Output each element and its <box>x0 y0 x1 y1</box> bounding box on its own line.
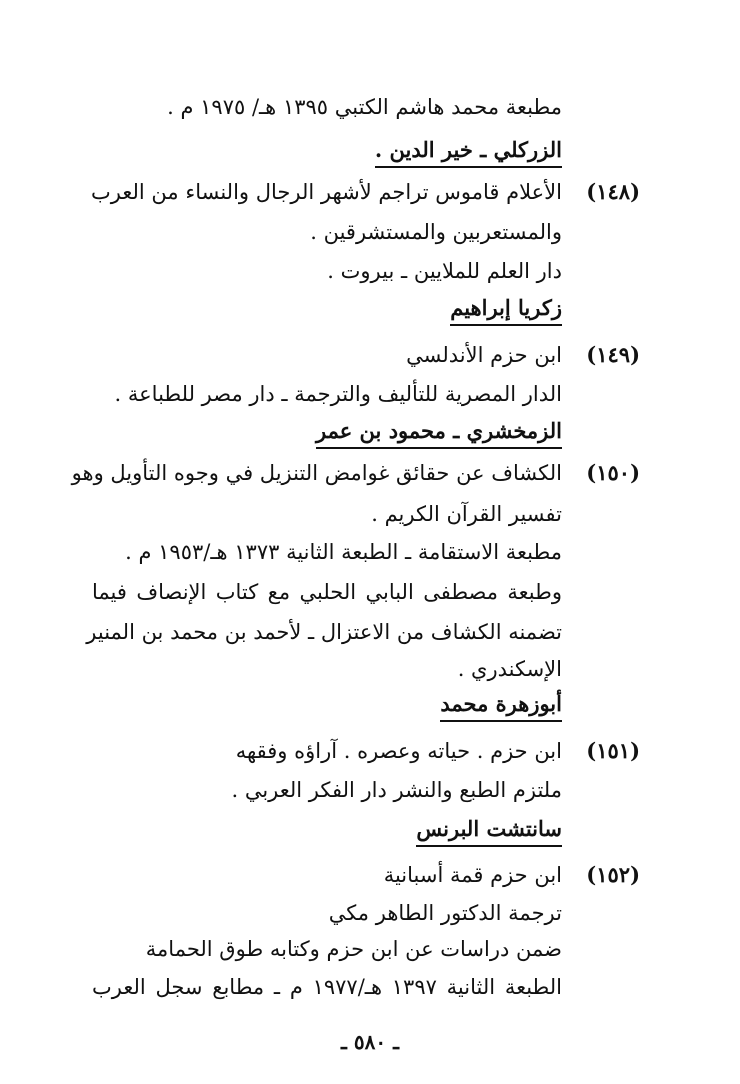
entry-150-line-3: مطبعة الاستقامة ـ الطبعة الثانية ١٣٧٣ هـ/١٩٥٣ م . <box>125 540 562 564</box>
author-heading-abu-zahra: أبوزهرة محمد <box>440 689 562 722</box>
entry-148-line-3: دار العلم للملايين ـ بيروت . <box>327 259 562 283</box>
entry-150-line-5: تضمنه الكشاف من الاعتزال ـ لأحمد بن محمد بن المنير <box>86 620 562 644</box>
entry-148-line-1: الأعلام قاموس تراجم لأشهر الرجال والنساء من العرب <box>91 180 562 204</box>
entry-148-line-2: والمستعربين والمستشرقين . <box>310 220 562 244</box>
entry-149-line-1: ابن حزم الأندلسي <box>406 343 562 367</box>
entry-150-line-2: تفسير القرآن الكريم . <box>371 502 562 526</box>
entry-151-line-1: ابن حزم . حياته وعصره . آراؤه وفقهه <box>235 739 562 763</box>
entry-number-152: (١٥٢) <box>586 862 640 887</box>
page-number: ـ ٥٨٠ ـ <box>341 1030 399 1054</box>
entry-152-line-3: ضمن دراسات عن ابن حزم وكتابه طوق الحمامة <box>145 937 562 961</box>
entry-150-line-4: وطبعة مصطفى البابي الحلبي مع كتاب الإنصاف فيما <box>92 580 562 604</box>
entry-number-149: (١٤٩) <box>586 342 640 367</box>
entry-149-line-2: الدار المصرية للتأليف والترجمة ـ دار مصر للطباعة . <box>114 382 562 406</box>
entry-152-line-4: الطبعة الثانية ١٣٩٧ هـ/١٩٧٧ م ـ مطابع سجل العرب <box>92 975 563 999</box>
author-heading-sanchez: سانتشت البرنس <box>416 814 562 847</box>
entry-150-line-6: الإسكندري . <box>457 657 562 681</box>
entry-number-148: (١٤٨) <box>586 179 640 204</box>
continuation-line: مطبعة محمد هاشم الكتبي ١٣٩٥ هـ/ ١٩٧٥ م . <box>167 95 562 119</box>
entry-number-151: (١٥١) <box>586 738 640 763</box>
entry-number-150: (١٥٠) <box>586 460 640 485</box>
author-heading-zirikli: الزركلي ـ خير الدين . <box>375 135 562 168</box>
entry-151-line-2: ملتزم الطبع والنشر دار الفكر العربي . <box>231 778 562 802</box>
entry-152-line-2: ترجمة الدكتور الطاهر مكي <box>328 901 562 925</box>
entry-152-line-1: ابن حزم قمة أسبانية <box>383 863 562 887</box>
entry-150-line-1: الكشاف عن حقائق غوامض التنزيل في وجوه التأويل وهو <box>71 461 562 485</box>
author-heading-zamakhshari: الزمخشري ـ محمود بن عمر <box>316 416 562 449</box>
author-heading-zakariya: زكريا إبراهيم <box>450 293 562 326</box>
